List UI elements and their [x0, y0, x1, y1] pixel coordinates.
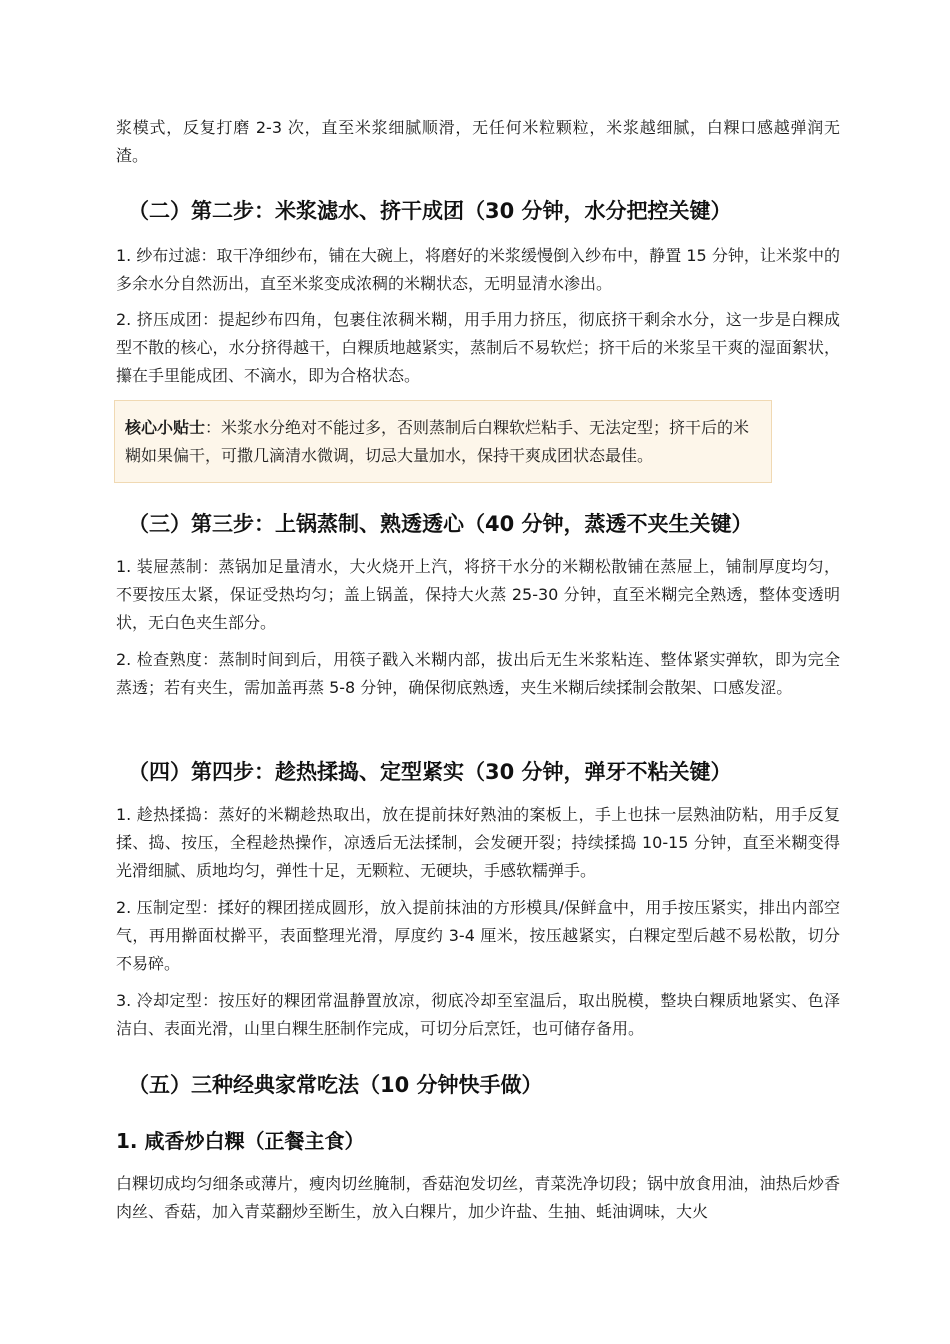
core-tip-box	[114, 400, 772, 483]
intro-paragraph: 浆模式，反复打磨 2-3 次，直至米浆细腻顺滑，无任何米粒颗粒，米浆越细腻，白粿口感越弹润无渣。	[116, 118, 840, 165]
step3-paragraph-1: 1. 装屉蒸制：蒸锅加足量清水，大火烧开上汽，将挤干水分的米糊松散铺在蒸屉上，铺制厚度均匀，不要按压太紧，保证受热均匀；盖上锅盖，保持大火蒸 25-30 分钟，直至米糊完全熟透，整体变透明状，无白色夹生部分。	[116, 557, 840, 632]
step5-heading: （五）三种经典家常吃法（10 分钟快手做）	[128, 1073, 543, 1097]
step2-paragraph-2: 2. 挤压成团：提起纱布四角，包裹住浓稠米糊，用手用力挤压，彻底挤干剩余水分，这一步是白粿成型不散的核心，水分挤得越干，白粿质地越紧实，蒸制后不易软烂；挤干后的米浆呈干爽的湿面絮状，攥在手里能成团、不滴水，即为合格状态。	[116, 310, 840, 385]
step4-paragraph-2: 2. 压制定型：揉好的粿团搓成圆形，放入提前抹油的方形模具/保鲜盒中，用手按压紧实，排出内部空气，再用擀面杖擀平，表面整理光滑，厚度约 3-4 厘米，按压越紧实，白粿定型后越不易松散，切分不易碎。	[116, 898, 840, 973]
step2-heading: （二）第二步：米浆滤水、挤干成团（30 分钟，水分把控关键）	[128, 199, 732, 223]
recipe1-heading: 1. 咸香炒白粿（正餐主食）	[116, 1129, 365, 1153]
step4-paragraph-1: 1. 趁热揉捣：蒸好的米糊趁热取出，放在提前抹好熟油的案板上，手上也抹一层熟油防粘，用手反复揉、捣、按压，全程趁热操作，凉透后无法揉制，会发硬开裂；持续揉捣 10-15 分钟，直至米糊变得光滑细腻、质地均匀，弹性十足，无颗粒、无硬块，手感软糯弹手。	[116, 805, 840, 880]
recipe1-paragraph: 白粿切成均匀细条或薄片，瘦肉切丝腌制，香菇泡发切丝，青菜洗净切段；锅中放食用油，油热后炒香肉丝、香菇，加入青菜翻炒至断生，放入白粿片，加少许盐、生抽、蚝油调味，大火	[116, 1174, 840, 1221]
step2-paragraph-1: 1. 纱布过滤：取干净细纱布，铺在大碗上，将磨好的米浆缓慢倒入纱布中，静置 15 分钟，让米浆中的多余水分自然沥出，直至米浆变成浓稠的米糊状态，无明显清水渗出。	[116, 246, 840, 293]
step4-paragraph-3: 3. 冷却定型：按压好的粿团常温静置放凉，彻底冷却至室温后，取出脱模，整块白粿质地紧实、色泽洁白、表面光滑，山里白粿生胚制作完成，可切分后烹饪，也可储存备用。	[116, 991, 840, 1038]
step3-paragraph-2: 2. 检查熟度：蒸制时间到后，用筷子戳入米糊内部，拔出后无生米浆粘连、整体紧实弹软，即为完全蒸透；若有夹生，需加盖再蒸 5-8 分钟，确保彻底熟透，夹生米糊后续揉制会散架、口感发涩。	[116, 650, 840, 697]
step4-heading: （四）第四步：趁热揉捣、定型紧实（30 分钟，弹牙不粘关键）	[128, 760, 732, 784]
tip-label: 核心小贴士	[125, 418, 206, 437]
step3-heading: （三）第三步：上锅蒸制、熟透透心（40 分钟，蒸透不夹生关键）	[128, 512, 753, 536]
tip-text: ：米浆水分绝对不能过多，否则蒸制后白粿软烂粘手、无法定型；挤干后的米糊如果偏干，可撒几滴清水微调，切忌大量加水，保持干爽成团状态最佳。	[125, 418, 750, 465]
